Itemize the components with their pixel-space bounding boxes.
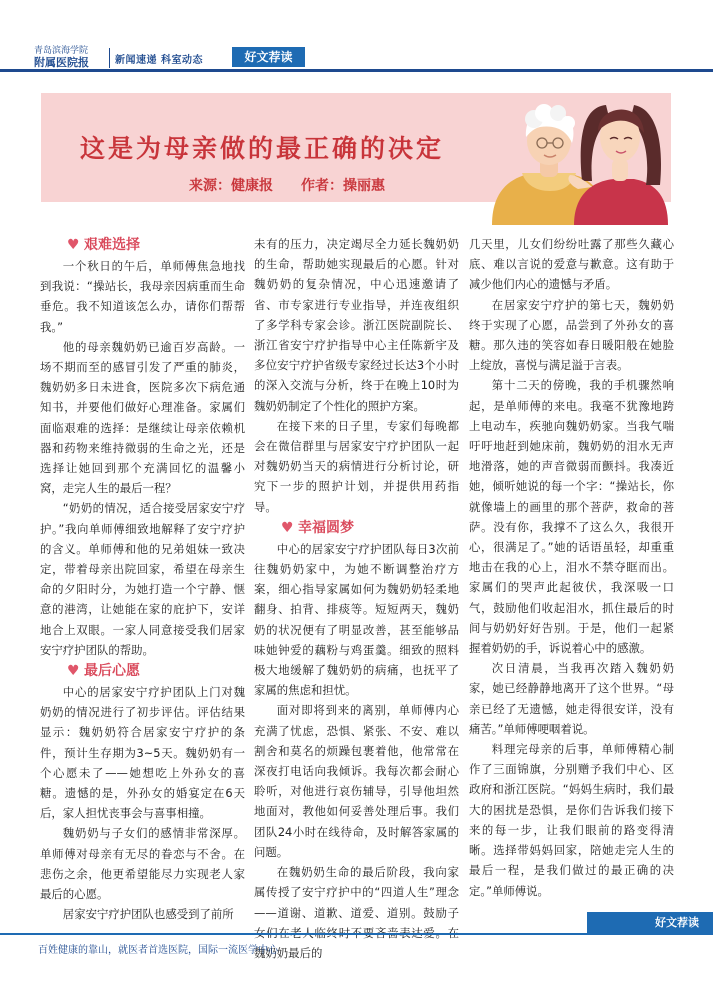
- section-heading-text: 幸福圆梦: [298, 519, 354, 536]
- heart-icon: ♥: [67, 237, 80, 253]
- article-title: 这是为母亲做的最正确的决定: [80, 134, 445, 163]
- body-paragraph: 居家安宁疗护团队也感受到了前所: [62, 907, 234, 922]
- body-paragraph: 一个秋日的午后，单师傅焦急地找到我说：“操站长，我母亲因病重而生命垂危。我不知道该怎么办，请你们帮帮我。”: [40, 259, 245, 334]
- body-paragraph: 在居家安宁疗护的第七天，魏奶奶终于实现了心愿，品尝到了外孙女的喜糖。那久违的笑容如春日暖阳般在她脸上绽放，喜悦与满足溢于言表。: [469, 297, 674, 373]
- article-byline: [189, 175, 385, 195]
- section-heading-text: 最后心愿: [84, 663, 140, 680]
- footer-section-tag: 好文荐读: [587, 912, 713, 934]
- body-paragraph: 在接下来的日子里，专家们每晚都会在微信群里与居家安宁疗护团队一起对魏奶奶当天的病情进行分析讨论，研究下一步的照护计划，并提供用药指导。: [254, 418, 459, 514]
- body-paragraph: 他的母亲魏奶奶已逾百岁高龄。一场不期而至的感冒引发了严重的肺炎，魏奶奶多日未进食，医院多次下病危通知书，并要他们做好心理准备。家属们面临艰难的选择：是继续让母亲依赖机器和药物来维持微弱的生命之光，还是选择让她回到那个充满回忆的温馨小窝，走完人生的最后一程？: [40, 339, 245, 496]
- body-paragraph: 次日清晨，当我再次踏入魏奶奶家，她已经静静地离开了这个世界。“母亲已经了无遗憾，她走得很安详，没有痛苦。”单师傅哽咽着说。: [469, 661, 674, 736]
- footer-slogan: 百姓健康的靠山，就医者首选医院，国际一流医学中心: [38, 945, 278, 956]
- section-tag: 好文荐读: [232, 47, 305, 67]
- body-paragraph: 第十二天的傍晚，我的手机骤然响起，是单师傅的来电。我毫不犹豫地跨上电动车，疾驰向魏奶奶家。当我气喘吁吁地赶到她床前，魏奶奶的泪水无声地滑落，她的声音微弱而颤抖。我凑近她，倾听她说的每一个字：“操站长，你就像墙上的画里的那个菩萨，救命的菩萨。没有你，我撑不了这么久，我很开心，很满足了。”她的话语虽轻，却重重地击在我的心上，泪水不禁夺眶而出。家属们的哭声此起彼伏，我深吸一口气，鼓励他们收起泪水，抓住最后的时间与奶奶好好告别。于是，他们一起紧握着奶奶的手，诉说着心中的感激。: [469, 378, 674, 656]
- body-paragraph: 在魏奶奶生命的最后阶段，我向家属传授了安宁疗护中的“四道人生”理念——道谢、道歉、道爱、道别。鼓励子 魏奶奶最后的: [254, 865, 459, 960]
- header-rule: [0, 69, 713, 72]
- body-paragraph: 中心的居家安宁疗护团队上门对魏奶奶的情况进行了初步评估。评估结果显示：魏奶奶符合居家安宁疗护的条件，预计生存期为3~5天。魏奶奶有一个心愿未了——她想吃上外孙女的喜糖。遗憾的是，外孙女的婚宴定在6天后，家人担忧丧事会与喜事相撞。: [40, 685, 245, 821]
- article-source: 来源：健康报: [189, 178, 273, 194]
- body-paragraph: “奶奶的情况，适合接受居家安宁疗护。”我向单师傅细致地解释了安宁疗护的含义。单师傅和他的兄弟姐妹一致决定，带着母亲出院回家，希望在母亲生命的夕阳时分，为她打造一个宁静、惬意的港湾，让她能在家的庇护下，安详地合上双眼。一家人同意接受我们居家安宁疗护团队的帮助。: [40, 501, 245, 657]
- section-heading: [254, 517, 459, 539]
- section-heading-text: 艰难选择: [84, 237, 140, 253]
- body-paragraph: 中心的居家安宁疗护团队每日3次前往魏奶奶家中，为她不断调整治疗方案，细心指导家属如何为魏奶奶轻柔地翻身、拍背、排痰等。短短两天，魏奶奶的状况便有了明显改善，甚至能够品味她钟爱的藕粉与鸡蛋羹。细致的照料极大地缓解了魏奶奶的病痛，也抚平了家属的焦虑和担忧。: [254, 541, 459, 698]
- header-nav-text: 新闻速递 科室动态: [115, 55, 203, 66]
- body-paragraph: 未有的压力，决定竭尽全力延长魏奶奶的生命，帮助她实现最后的心愿。针对魏奶奶的复杂情况，中心迅速邀请了省、市专家进行专业指导，并连夜组织了多学科专家会诊。浙江医院副院长、浙江省安宁疗护指导中心主任陈新宇及多位安宁疗护省级专家经过长达3个小时的深入交流与分析，终于在晚上10时为魏奶奶制定了个性化的照护方案。: [254, 237, 459, 413]
- page-header: [0, 0, 713, 70]
- article-author: 作者：操丽惠: [301, 178, 385, 194]
- header-separator: [109, 48, 110, 68]
- heart-icon: ♥: [281, 519, 294, 536]
- text-column-2: [254, 234, 459, 963]
- body-paragraph: 几天里，儿女们纷纷吐露了那些久藏心底、难以言说的爱意与歉意。这有助于减少他们内心的遗憾与矛盾。: [469, 237, 674, 292]
- hospital-logo: [34, 46, 89, 68]
- text-column-3: [469, 234, 674, 901]
- section-heading: [40, 660, 245, 682]
- body-paragraph: 魏奶奶与子女们的感情非常深厚。单师傅对母亲有无尽的眷恋与不舍。在悲伤之余，他更希望能尽力实现老人家最后的心愿。: [40, 826, 245, 902]
- section-heading: [40, 234, 245, 256]
- hospital-name-line1: 青岛滨海学院: [34, 46, 89, 56]
- text-column-1: [40, 234, 245, 925]
- body-paragraph: 面对即将到来的离别，单师傅内心充满了忧虑，恐惧、紧张、不安、难以割舍和莫名的烦躁包裹着他，他常常在深夜打电话向我倾诉。我每次都会耐心聆听，对他进行哀伤辅导，引导他坦然地面对，教他如何妥善处理后事。我们团队24小时在线待命，及时解答家属的问题。: [254, 703, 459, 859]
- hospital-name-line2: 附属医院报: [34, 56, 89, 69]
- mother-daughter-illustration: [474, 85, 671, 225]
- heart-icon: ♥: [67, 663, 80, 680]
- footer-rule: [0, 933, 713, 935]
- body-paragraph: 料理完母亲的后事，单师傅精心制作了三面锦旗，分别赠予我们中心、区政府和浙江医院。“妈妈生病时，我们最大的困扰是恐惧，是你们告诉我们接下来的每一步，让我们眼前的路变得清晰。选择带妈妈回家，陪她走完人生的最后一程，是我们做过的最正确的决定。”单师傅说。: [469, 742, 674, 898]
